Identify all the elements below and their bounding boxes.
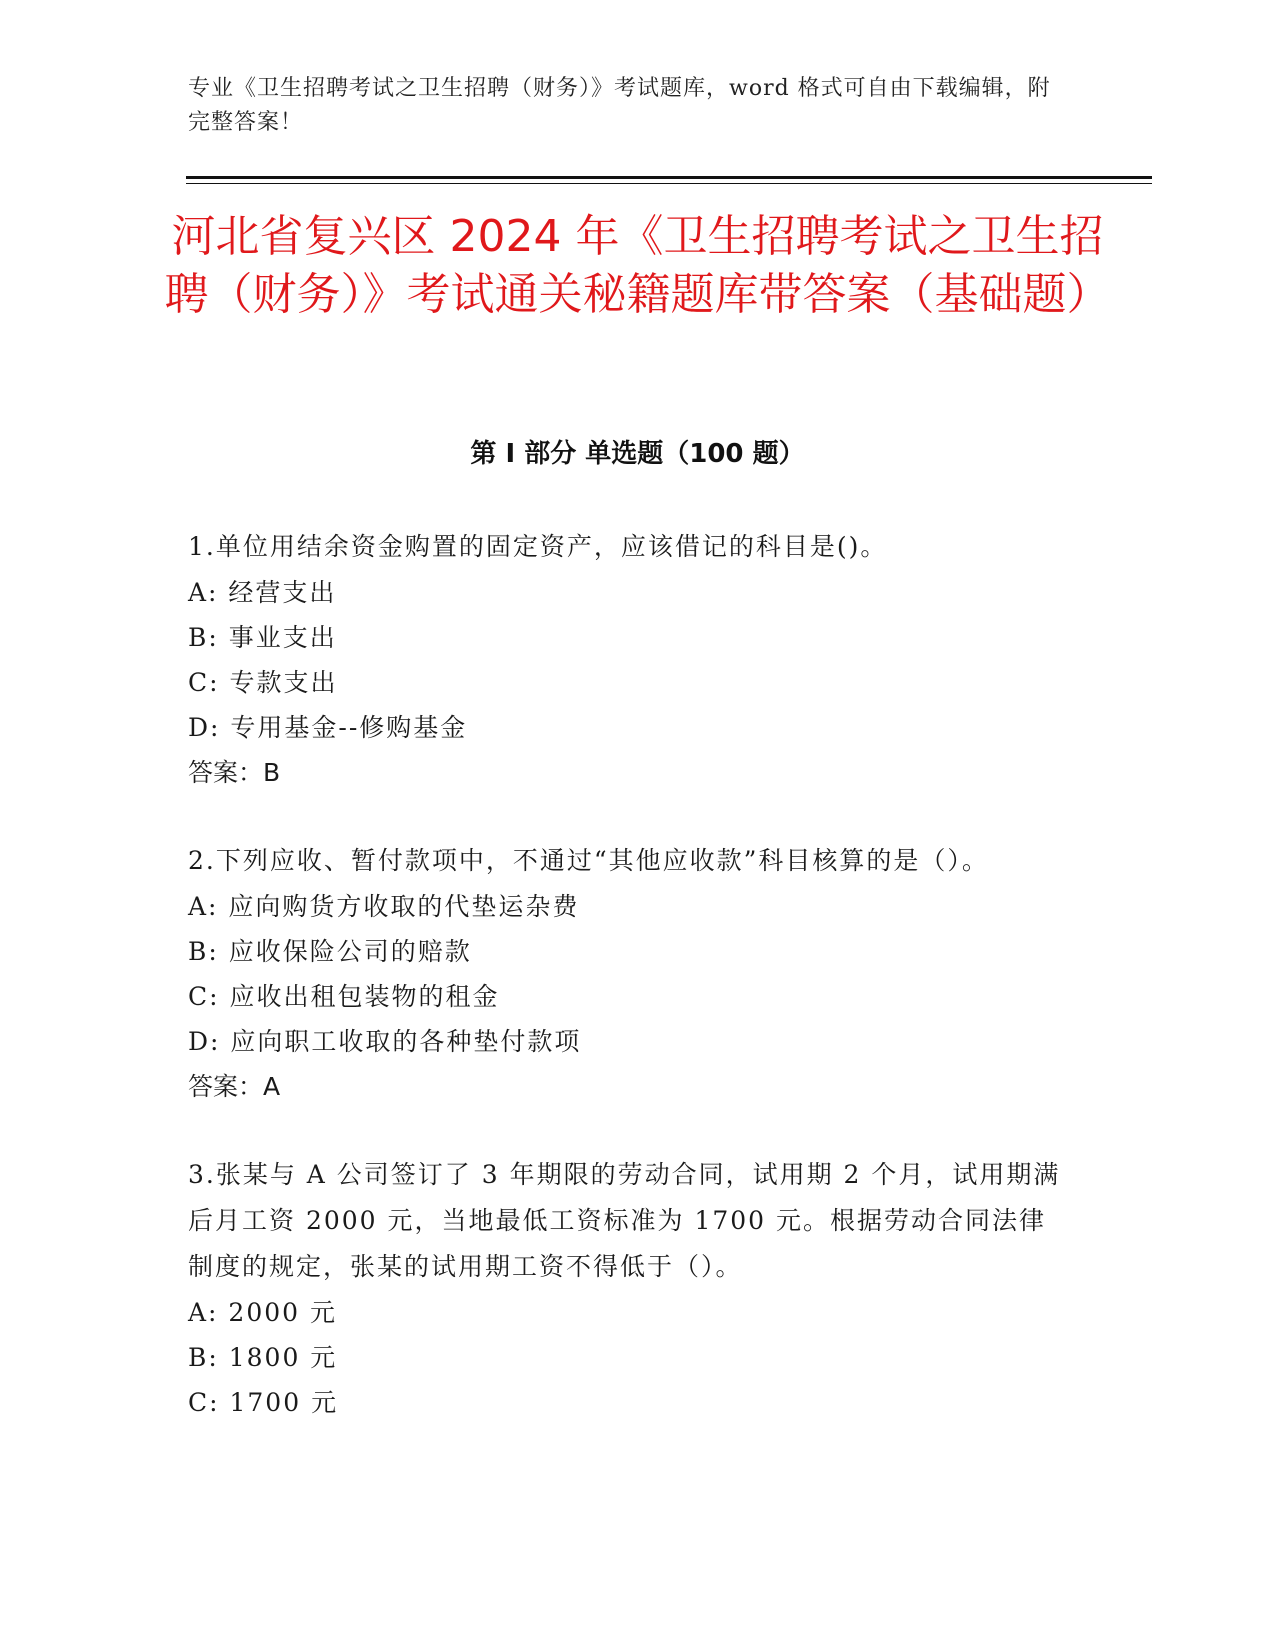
- header-divider-thick: [186, 176, 1152, 179]
- question-stem: 1.单位用结余资金购置的固定资产，应该借记的科目是()。: [188, 532, 888, 561]
- answer: 答案：B: [188, 758, 281, 787]
- option-c: C: 应收出租包装物的租金: [188, 982, 500, 1011]
- option-a: A: 应向购货方收取的代垫运杂费: [188, 892, 580, 921]
- option-a: A: 2000 元: [188, 1298, 337, 1327]
- question-list: [188, 524, 1068, 1467]
- question-1: [188, 524, 1068, 796]
- option-c: C: 专款支出: [188, 668, 338, 697]
- question-stem: 3.张某与 A 公司签订了 3 年期限的劳动合同，试用期 2 个月，试用期满后月工资 2000 元，当地最低工资标准为 1700 元。根据劳动合同法律制度的规定，张某的试用期工资不得低于（）。: [188, 1160, 1061, 1281]
- option-b: B: 事业支出: [188, 623, 337, 652]
- option-c: C: 1700 元: [188, 1388, 339, 1417]
- header-note: 专业《卫生招聘考试之卫生招聘（财务）》考试题库，word 格式可自由下载编辑，附完整答案！: [188, 76, 1051, 135]
- option-b: B: 1800 元: [188, 1343, 338, 1372]
- document-title: 河北省复兴区 2024 年《卫生招聘考试之卫生招聘（财务）》考试通关秘籍题库带答案（基础题）: [164, 211, 1111, 320]
- option-d: D: 专用基金--修购基金: [188, 713, 468, 742]
- option-a: A: 经营支出: [188, 578, 337, 607]
- section-title: 第 I 部分 单选题（100 题）: [470, 439, 805, 469]
- question-2: [188, 838, 1068, 1110]
- header-divider-thin: [186, 183, 1152, 184]
- option-d: D: 应向职工收取的各种垫付款项: [188, 1027, 582, 1056]
- option-b: B: 应收保险公司的赔款: [188, 937, 472, 966]
- question-3: [188, 1152, 1068, 1425]
- answer: 答案：A: [188, 1072, 281, 1101]
- question-stem: 2.下列应收、暂付款项中，不通过“其他应收款”科目核算的是（）。: [188, 846, 989, 875]
